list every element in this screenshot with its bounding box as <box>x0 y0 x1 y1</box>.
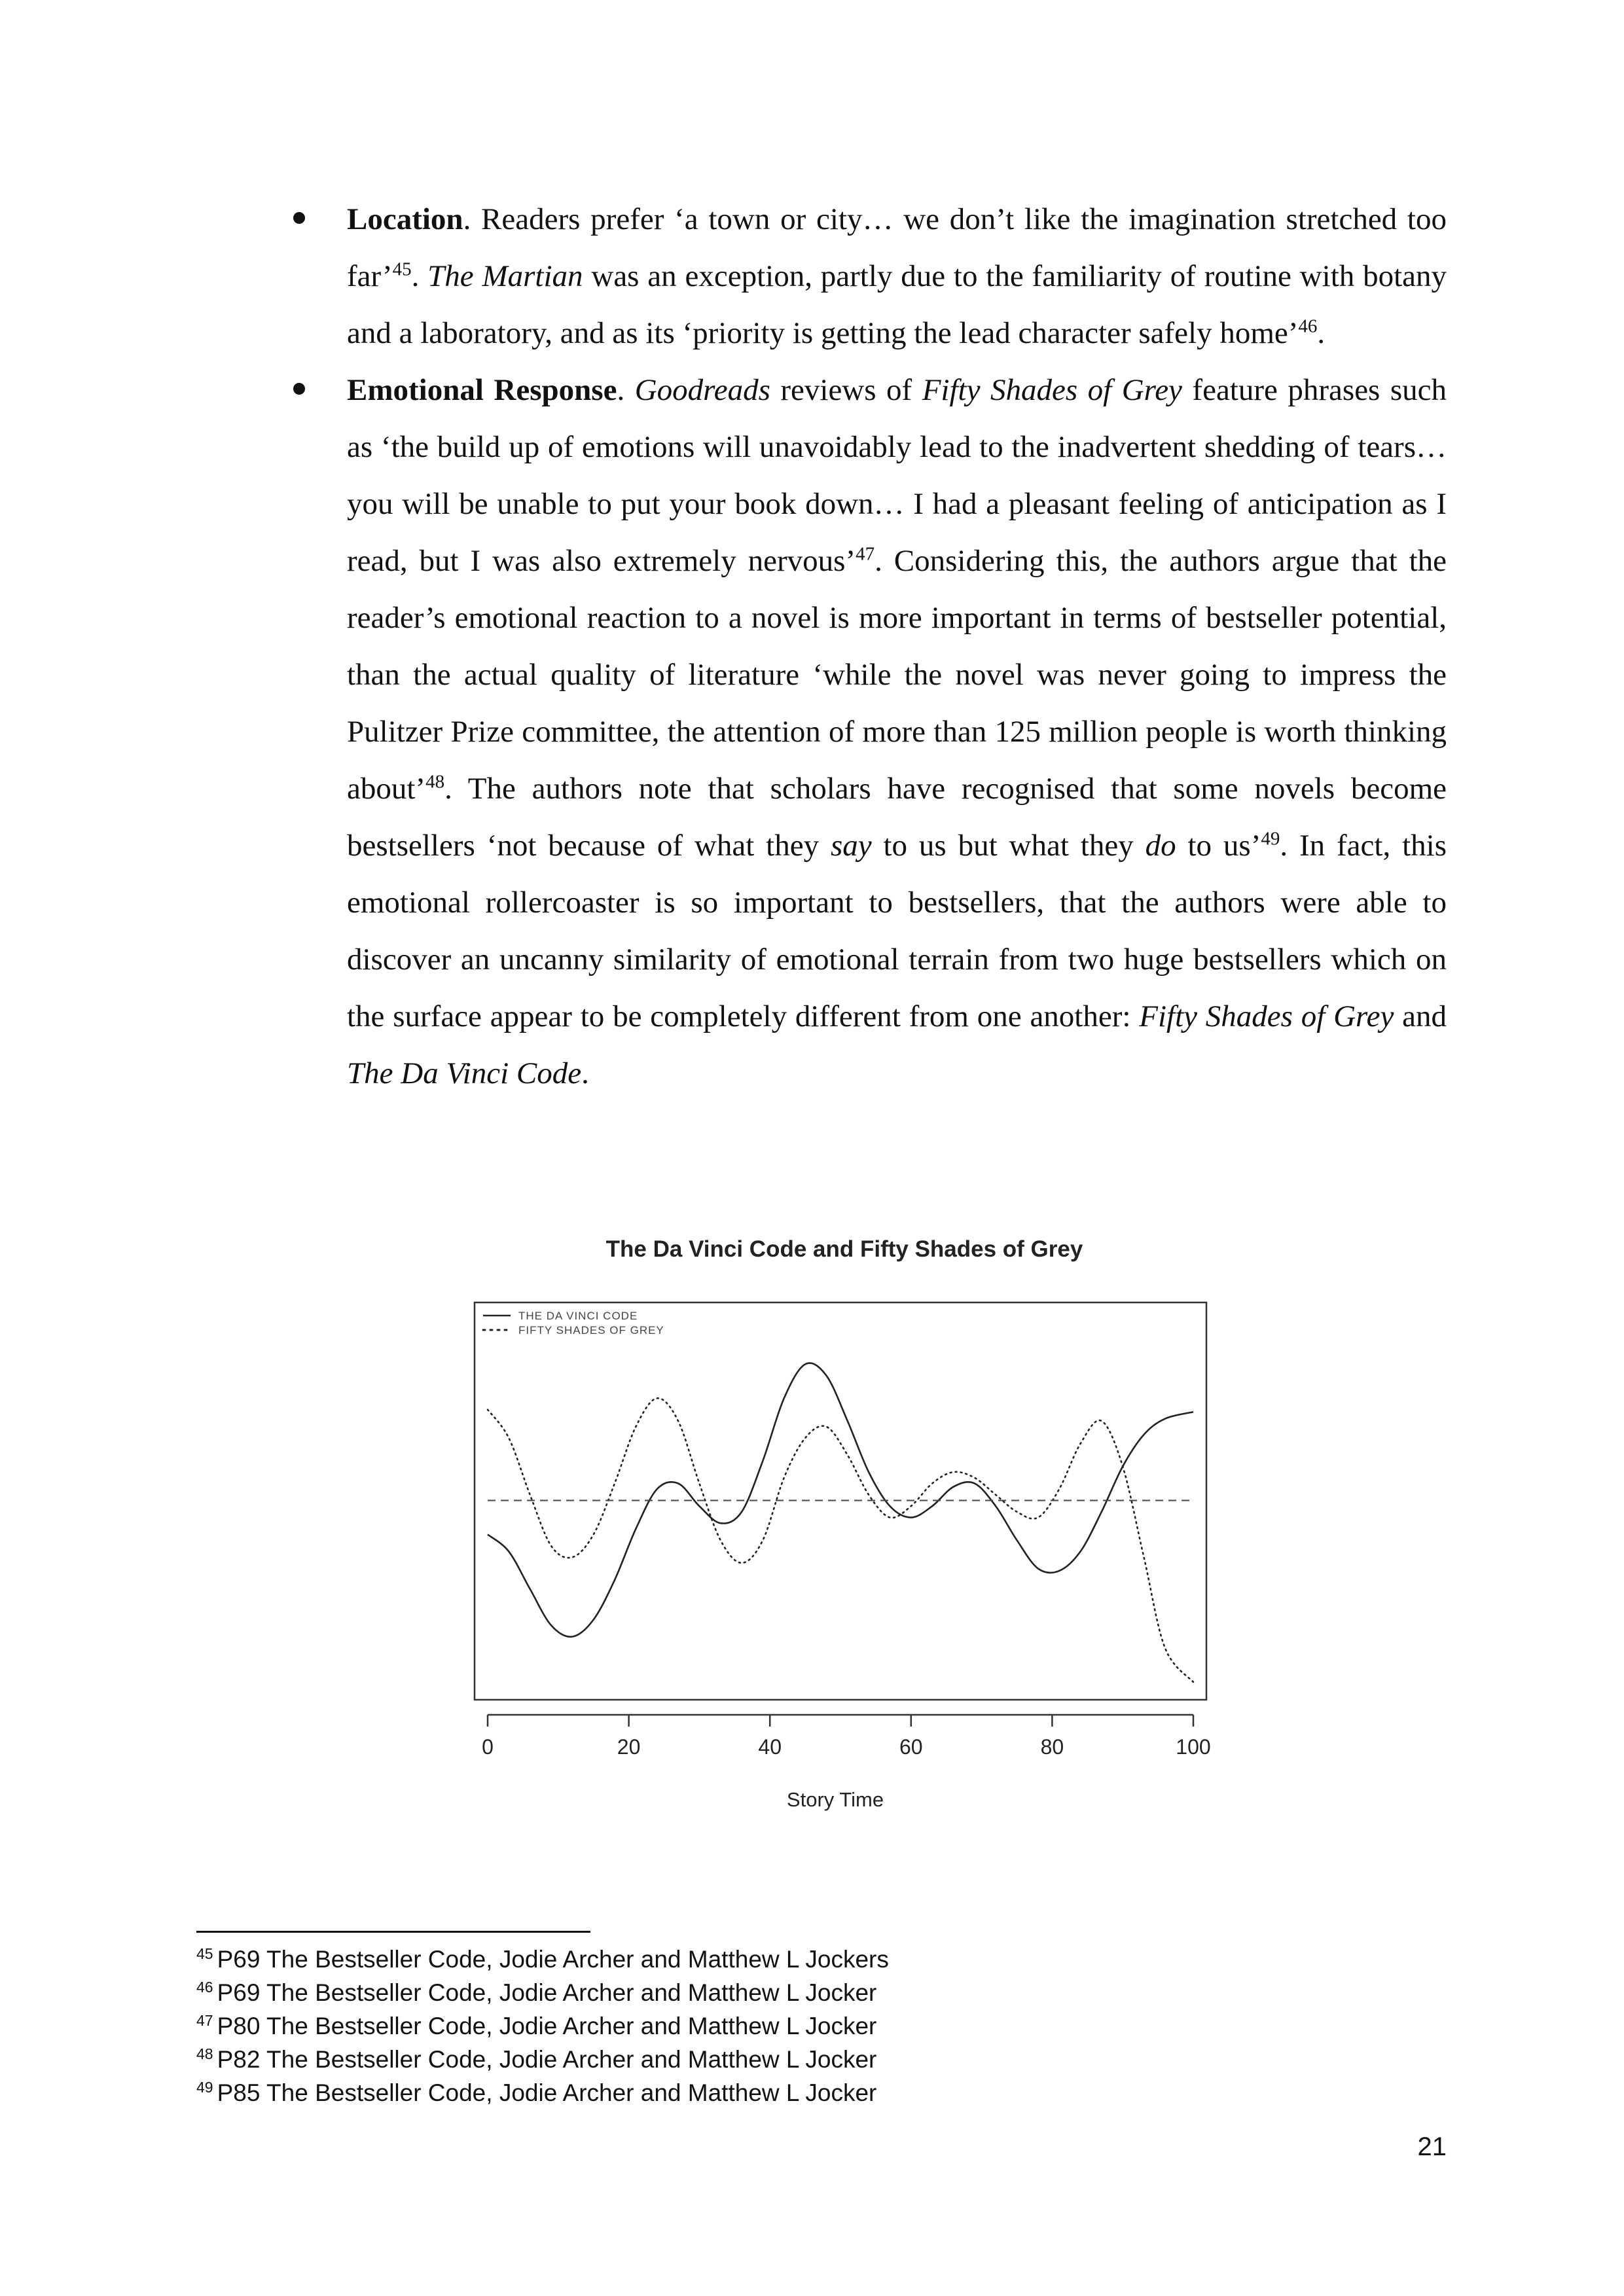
bullet-text: . The authors note that scholars have recognised that some novels become bestsellers ‘not because of what they <box>347 772 1447 863</box>
bullet-text: feature phrases such as ‘the build up of emotions will unavoidably lead to the inadvertent shedding of tears… you will be unable to put your book down… I had a pleasant feeling of anticipation as I read, but I was also extremely nervous’ <box>347 373 1447 578</box>
bullet-text: was an exception, partly due to the familiarity of routine with botany and a laboratory, and as its ‘priority is getting the lead character safely home’ <box>347 259 1447 350</box>
footnote-ref: 45 <box>392 259 412 280</box>
body-text <box>280 191 1447 1102</box>
footnote-text: P69 The Bestseller Code, Jodie Archer and Matthew L Jocker <box>217 1979 877 2006</box>
x-tick-label: 40 <box>758 1735 782 1759</box>
bullet-dot <box>293 212 305 224</box>
footnote <box>196 2076 889 2109</box>
italic-title: The Da Vinci Code <box>347 1056 582 1090</box>
footnote-text: P69 The Bestseller Code, Jodie Archer and Matthew L Jockers <box>217 1946 889 1973</box>
bullet-dot <box>293 383 305 395</box>
footnote-number: 46 <box>196 1978 213 1996</box>
footnote-number: 47 <box>196 2011 213 2029</box>
x-tick-label: 80 <box>1040 1735 1064 1759</box>
bullet-text: . <box>617 373 635 407</box>
bullet-text: and <box>1394 999 1447 1033</box>
footnote <box>196 2009 889 2043</box>
footnote-ref: 49 <box>1261 828 1280 850</box>
bullet-text: to us’ <box>1176 829 1261 863</box>
footnote-number: 48 <box>196 2045 213 2062</box>
footnotes <box>196 1943 889 2109</box>
bullet-text: to us but what they <box>871 829 1146 863</box>
legend-label-fifty-shades: FIFTY SHADES OF GREY <box>518 1324 664 1336</box>
x-tick-label: 60 <box>899 1735 923 1759</box>
bullet-location <box>280 191 1447 362</box>
bullet-text: reviews of <box>770 373 922 407</box>
legend <box>483 1310 664 1336</box>
footnote-text: P82 The Bestseller Code, Jodie Archer and Matthew L Jocker <box>217 2046 877 2073</box>
footnote-text: P80 The Bestseller Code, Jodie Archer and Matthew L Jocker <box>217 2013 877 2039</box>
footnote-ref: 47 <box>856 543 875 565</box>
bullet-text: . <box>1317 316 1326 350</box>
footnote-ref: 46 <box>1298 315 1318 337</box>
x-axis-label: Story Time <box>786 1788 884 1811</box>
italic-title: The Martian <box>427 259 583 293</box>
footnote <box>196 2043 889 2076</box>
bullet-text: . <box>581 1056 589 1090</box>
bullet-heading: Emotional Response <box>347 373 617 407</box>
italic-title: Goodreads <box>634 373 770 407</box>
footnote <box>196 1976 889 2009</box>
footnote-number: 45 <box>196 1945 213 1962</box>
footnote-text: P85 The Bestseller Code, Jodie Archer and Matthew L Jocker <box>217 2079 877 2106</box>
page-number: 21 <box>1417 2132 1447 2161</box>
bullet-heading: Location <box>347 202 463 236</box>
italic-title: Fifty Shades of Grey <box>1139 999 1394 1033</box>
footnote-ref: 48 <box>425 771 445 793</box>
italic-word: say <box>830 829 872 863</box>
chart-svg <box>458 1230 1231 1833</box>
legend-label-da-vinci: THE DA VINCI CODE <box>518 1310 638 1322</box>
italic-word: do <box>1145 829 1176 863</box>
footnote-rule <box>196 1931 590 1933</box>
footnote-number: 49 <box>196 2078 213 2096</box>
line-chart-figure <box>458 1230 1231 1833</box>
italic-title: Fifty Shades of Grey <box>922 373 1182 407</box>
bullet-emotional-response <box>280 362 1447 1102</box>
bullet-text: . <box>411 259 428 293</box>
chart-title: The Da Vinci Code and Fifty Shades of Grey <box>605 1236 1083 1262</box>
x-tick-label: 0 <box>482 1735 494 1759</box>
footnote <box>196 1943 889 1976</box>
x-tick-label: 100 <box>1176 1735 1211 1759</box>
bullet-text: . Readers prefer ‘a town or city… we don’t like the imagination stretched too far’ <box>347 202 1447 293</box>
x-tick-label: 20 <box>617 1735 641 1759</box>
series-layer <box>488 1363 1193 1682</box>
x-axis <box>482 1715 1211 1759</box>
bullet-text: . Considering this, the authors argue that the reader’s emotional reaction to a novel is more important in terms of bestseller potential, than the actual quality of literature ‘while the novel was never going to impress the Pulitzer Prize committee, the attention of more than 125 million people is worth thinking about’ <box>347 544 1447 806</box>
bullet-text: . In fact, this emotional rollercoaster is so important to bestsellers, that the authors were able to discover an uncanny similarity of emotional terrain from two huge bestsellers which on the surface appear to be completely different from one another: <box>347 829 1447 1033</box>
